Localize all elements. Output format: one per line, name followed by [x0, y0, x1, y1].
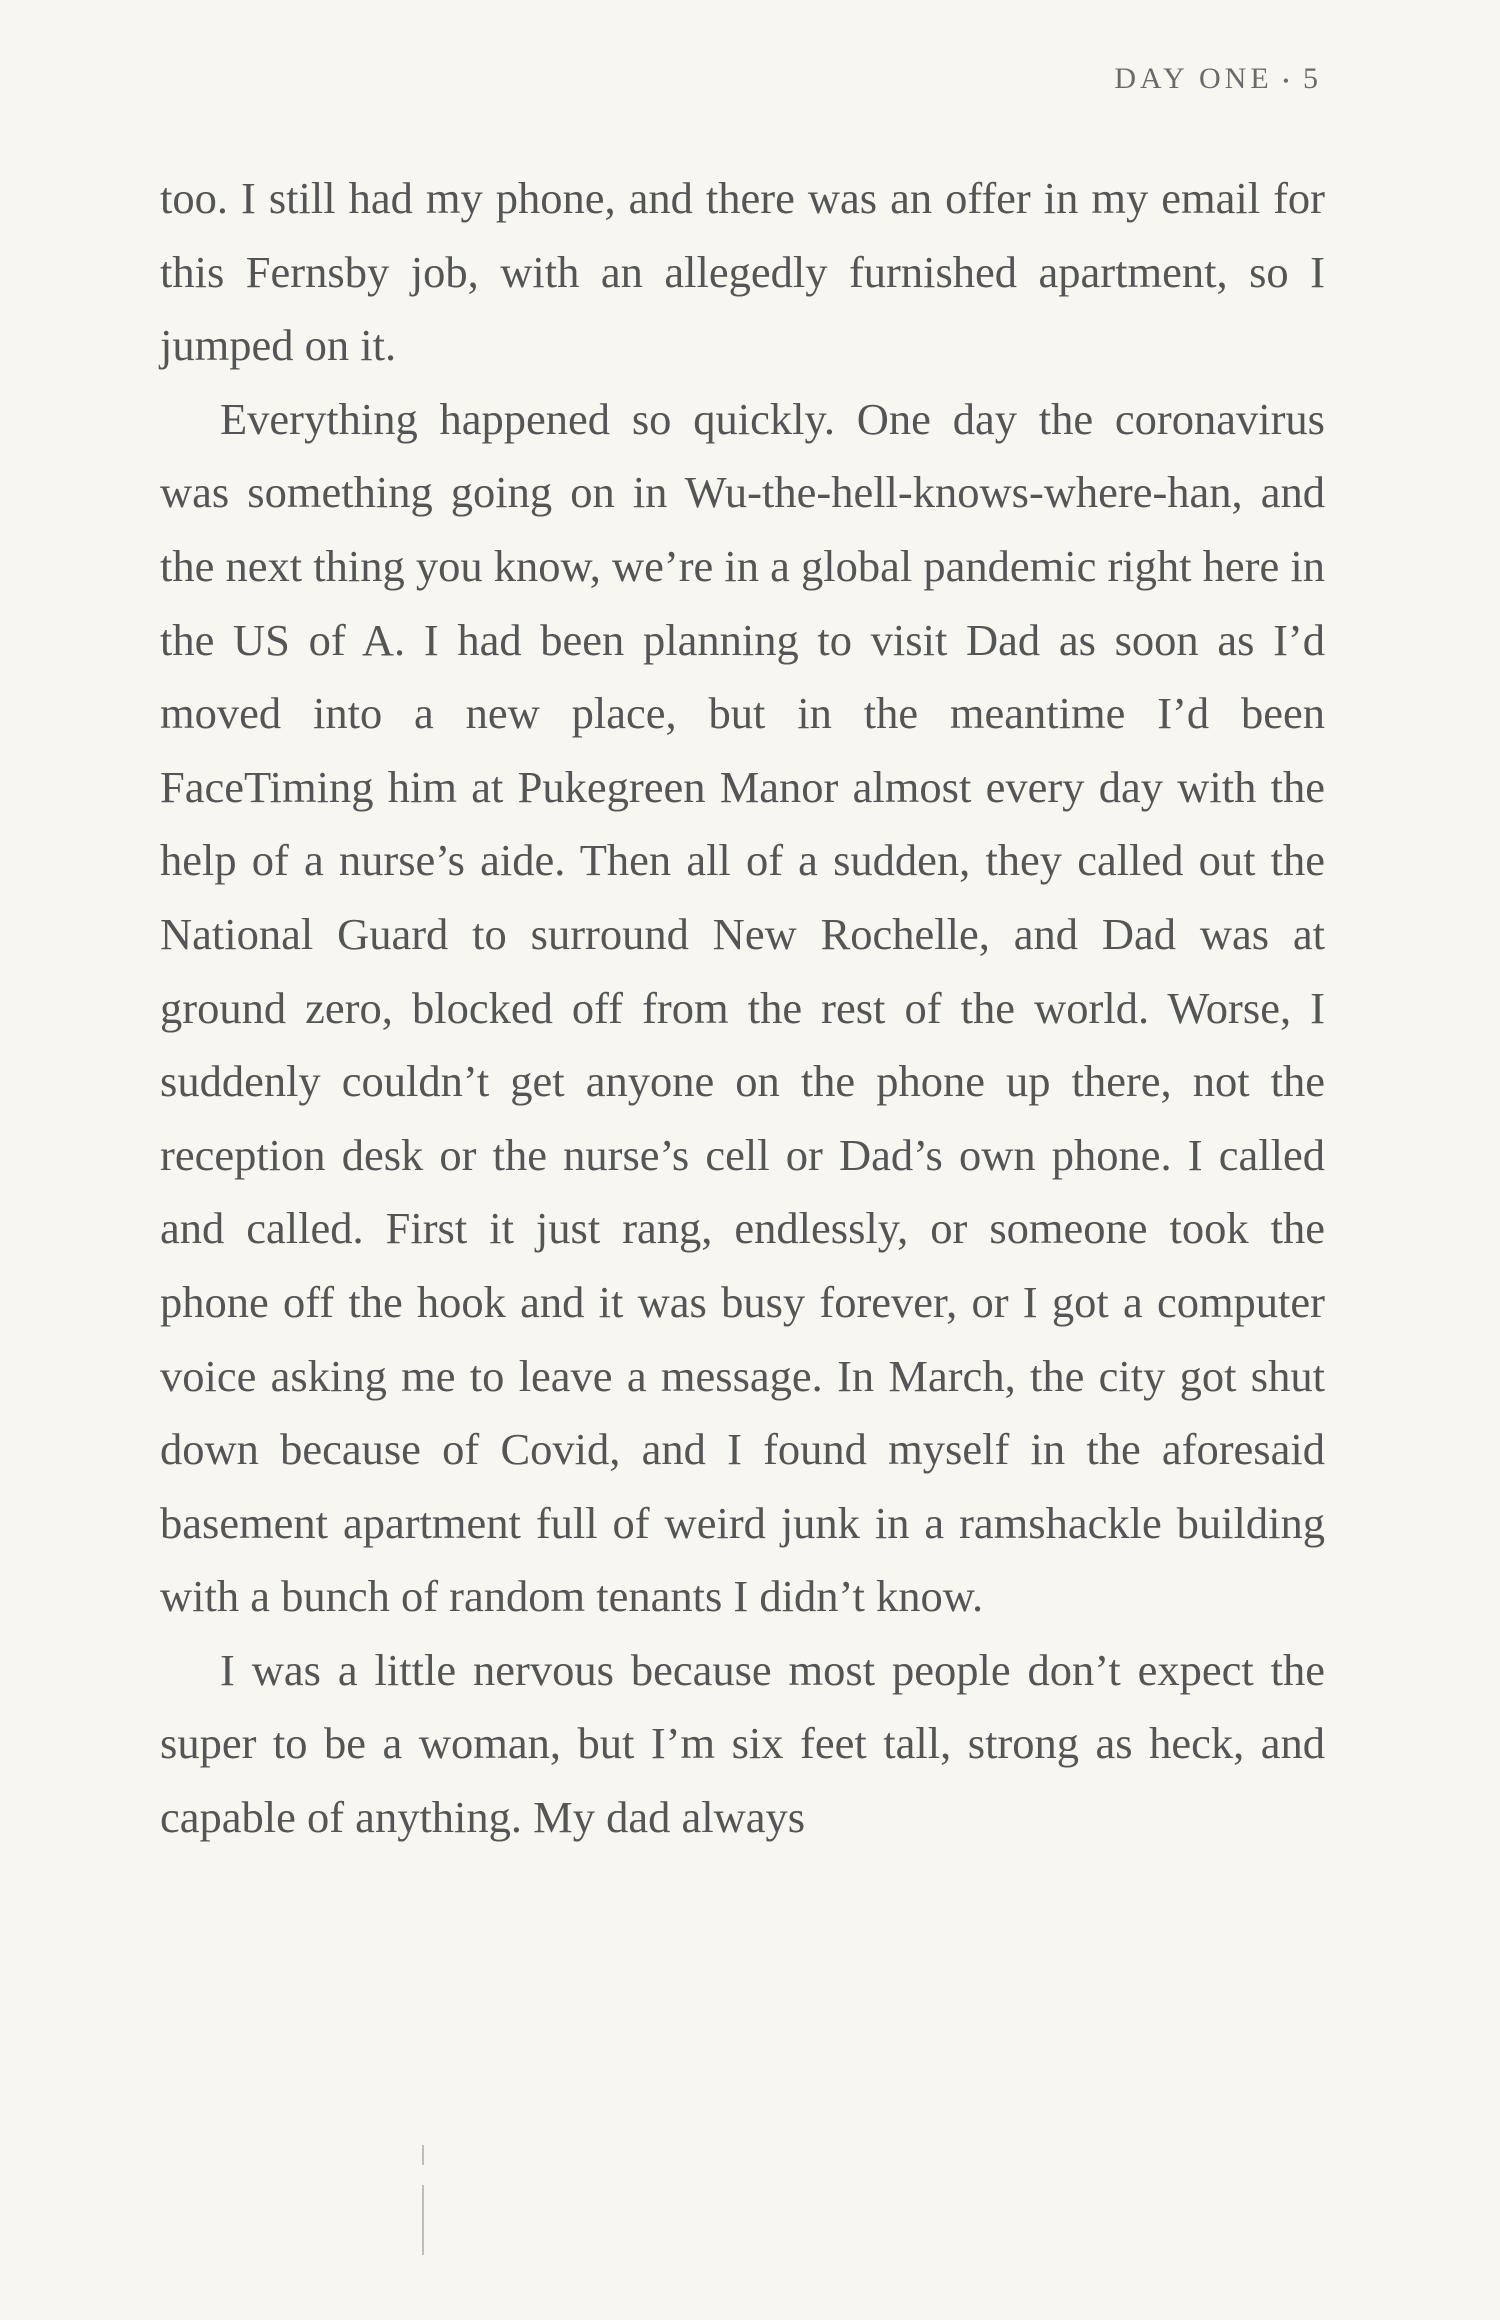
- header-separator: •: [1282, 70, 1293, 91]
- scan-artifact-mark: [422, 2145, 424, 2165]
- body-text: [160, 162, 1325, 1855]
- paragraph-everything-happened: Everything happened so quickly. One day the coronavirus was something going on in Wu-the-hell-knows-where-han, and the next thing you know, we’re in a global pandemic right here in the US of A. I had been planning to visit Dad as soon as I’d moved into a new place, but in the meantime I’d been FaceTiming him at Pukegreen Manor almost every day with the help of a nurse’s aide. Then all of a sudden, they called out the National Guard to surround New Rochelle, and Dad was at ground zero, blocked off from the rest of the world. Worse, I suddenly couldn’t get anyone on the phone up there, not the reception desk or the nurse’s cell or Dad’s own phone. I called and called. First it just rang, endlessly, or someone took the phone off the hook and it was busy forever, or I got a computer voice asking me to leave a message. In March, the city got shut down because of Covid, and I found myself in the aforesaid basement apartment full of weird junk in a ramshackle building with a bunch of random tenants I didn’t know.: [160, 393, 1325, 1622]
- scan-artifact-mark: [422, 2185, 424, 2255]
- section-title: DAY ONE: [1114, 62, 1273, 95]
- paragraph-continued: too. I still had my phone, and there was an offer in my email for this Fernsby job, with an allegedly furnished apartment, so I jumped on it.: [160, 173, 1325, 371]
- running-head: [1114, 62, 1322, 96]
- page-number: 5: [1303, 62, 1322, 95]
- paragraph-nervous: I was a little nervous because most people don’t expect the super to be a woman, but I’m six feet tall, strong as heck, and capable of anything. My dad always: [160, 1644, 1325, 1843]
